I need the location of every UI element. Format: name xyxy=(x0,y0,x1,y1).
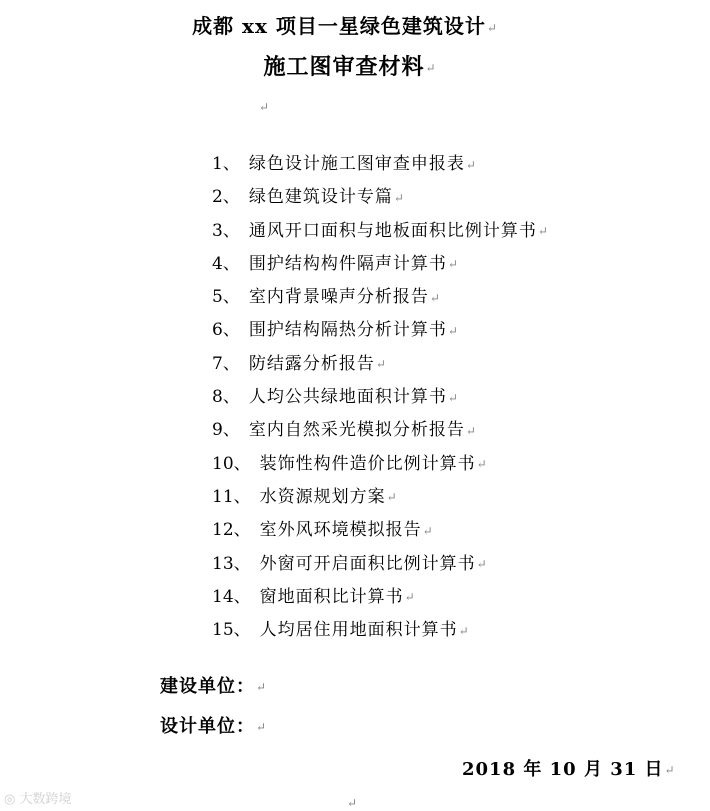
paragraph-mark-icon: ↵ xyxy=(386,490,397,505)
list-item xyxy=(212,483,548,516)
list-item-text: 防结露分析报告 xyxy=(248,353,375,374)
list-item xyxy=(212,583,548,616)
list-item-text: 绿色建筑设计专篇 xyxy=(248,187,393,208)
paragraph-mark-icon: ↵ xyxy=(259,100,270,114)
list-item xyxy=(212,516,548,549)
paragraph-mark-icon: ↵ xyxy=(422,523,433,538)
paragraph-mark-icon: ↵ xyxy=(429,290,440,305)
list-item xyxy=(212,150,548,183)
list-item-number: 12 xyxy=(212,520,234,541)
list-item-text: 外窗可开启面积比例计算书 xyxy=(259,553,476,574)
document-date-line xyxy=(462,755,676,781)
list-item xyxy=(212,183,548,216)
list-item-number: 7 xyxy=(212,353,223,374)
list-item xyxy=(212,550,548,583)
list-item-separator: 、 xyxy=(233,520,251,541)
list-item-number: 5 xyxy=(212,287,223,308)
list-item xyxy=(212,283,548,316)
list-item-number: 1 xyxy=(212,154,223,174)
list-item-text: 室外风环境模拟报告 xyxy=(259,520,422,541)
watermark-text: 大数跨境 xyxy=(19,792,72,807)
paragraph-mark-icon: ↵ xyxy=(447,390,458,405)
list-item-text: 室内背景噪声分析报告 xyxy=(248,287,429,308)
list-item-text: 绿色设计施工图审查申报表 xyxy=(248,154,465,174)
list-item-text: 窗地面积比计算书 xyxy=(259,586,404,607)
builder-unit-line xyxy=(160,672,267,698)
list-item xyxy=(212,450,548,483)
list-item-separator: 、 xyxy=(222,287,240,308)
list-item-separator: 、 xyxy=(233,553,251,574)
list-item-separator: 、 xyxy=(222,187,240,208)
paragraph-mark-icon: ↵ xyxy=(393,190,404,205)
document-date: 2018 年 10 月 31 日 xyxy=(462,759,664,780)
list-item-number: 10 xyxy=(212,453,234,474)
title-line2-text: 施工图审查材料 xyxy=(263,54,425,80)
title-line1-text: 成都 xx 项目一星绿色建筑设计 xyxy=(192,14,486,38)
list-item-text: 装饰性构件造价比例计算书 xyxy=(259,453,476,474)
document-subtitle xyxy=(0,50,700,81)
list-item-text: 围护结构隔热分析计算书 xyxy=(248,320,447,341)
paragraph-mark-icon: ↵ xyxy=(458,623,469,638)
paragraph-mark-icon: ↵ xyxy=(465,423,476,438)
list-item-separator: 、 xyxy=(233,486,251,507)
list-item xyxy=(212,383,548,416)
list-item-separator: 、 xyxy=(222,154,240,174)
list-item-separator: 、 xyxy=(222,220,240,241)
paragraph-mark-icon: ↵ xyxy=(447,257,458,272)
list-item-number: 11 xyxy=(212,486,234,507)
list-item-text: 人均公共绿地面积计算书 xyxy=(248,387,447,408)
paragraph-mark-icon: ↵ xyxy=(375,357,386,372)
document-title xyxy=(0,10,690,39)
list-item xyxy=(212,616,548,649)
list-item-separator: 、 xyxy=(233,586,251,607)
list-item-number: 13 xyxy=(212,553,234,574)
paragraph-mark-icon: ↵ xyxy=(664,763,676,777)
paragraph-mark-icon: ↵ xyxy=(476,457,487,472)
list-item-separator: 、 xyxy=(222,420,240,441)
paragraph-mark-icon: ↵ xyxy=(537,224,548,239)
list-item xyxy=(212,416,548,449)
list-item xyxy=(212,316,548,349)
watermark-logo-icon: ◎ xyxy=(4,792,16,807)
list-item-number: 9 xyxy=(212,420,223,441)
list-item-separator: 、 xyxy=(222,387,240,408)
designer-unit-line xyxy=(160,712,267,738)
list-item-text: 通风开口面积与地板面积比例计算书 xyxy=(248,220,537,241)
list-item-separator: 、 xyxy=(233,620,251,641)
paragraph-mark-icon: ↵ xyxy=(256,680,268,694)
paragraph-mark-icon: ↵ xyxy=(347,796,358,810)
paragraph-mark-icon: ↵ xyxy=(476,557,487,572)
paragraph-mark-icon: ↵ xyxy=(486,20,498,35)
paragraph-mark-icon: ↵ xyxy=(447,323,458,338)
list-item-number: 3 xyxy=(212,220,223,241)
list-item xyxy=(212,217,548,250)
list-item-text: 围护结构构件隔声计算书 xyxy=(248,253,447,274)
list-item-separator: 、 xyxy=(222,320,240,341)
material-list xyxy=(212,150,548,649)
paragraph-mark-icon: ↵ xyxy=(256,720,268,734)
list-item xyxy=(212,250,548,283)
list-item-text: 水资源规划方案 xyxy=(259,486,386,507)
list-item-separator: 、 xyxy=(222,253,240,274)
list-item-separator: 、 xyxy=(233,453,251,474)
list-item-number: 15 xyxy=(212,620,234,641)
paragraph-mark-icon: ↵ xyxy=(404,590,415,605)
paragraph-mark-icon: ↵ xyxy=(465,157,476,172)
list-item-text: 人均居住用地面积计算书 xyxy=(259,620,458,641)
designer-unit-label: 设计单位： xyxy=(160,716,255,737)
watermark xyxy=(4,788,72,807)
list-item xyxy=(212,350,548,383)
list-item-number: 4 xyxy=(212,253,223,274)
list-item-text: 室内自然采光模拟分析报告 xyxy=(248,420,465,441)
paragraph-mark-icon: ↵ xyxy=(425,61,437,75)
list-item-separator: 、 xyxy=(222,353,240,374)
list-item-number: 6 xyxy=(212,320,223,341)
list-item-number: 2 xyxy=(212,187,223,208)
list-item-number: 14 xyxy=(212,586,234,607)
builder-unit-label: 建设单位： xyxy=(160,676,255,697)
list-item-number: 8 xyxy=(212,387,223,408)
